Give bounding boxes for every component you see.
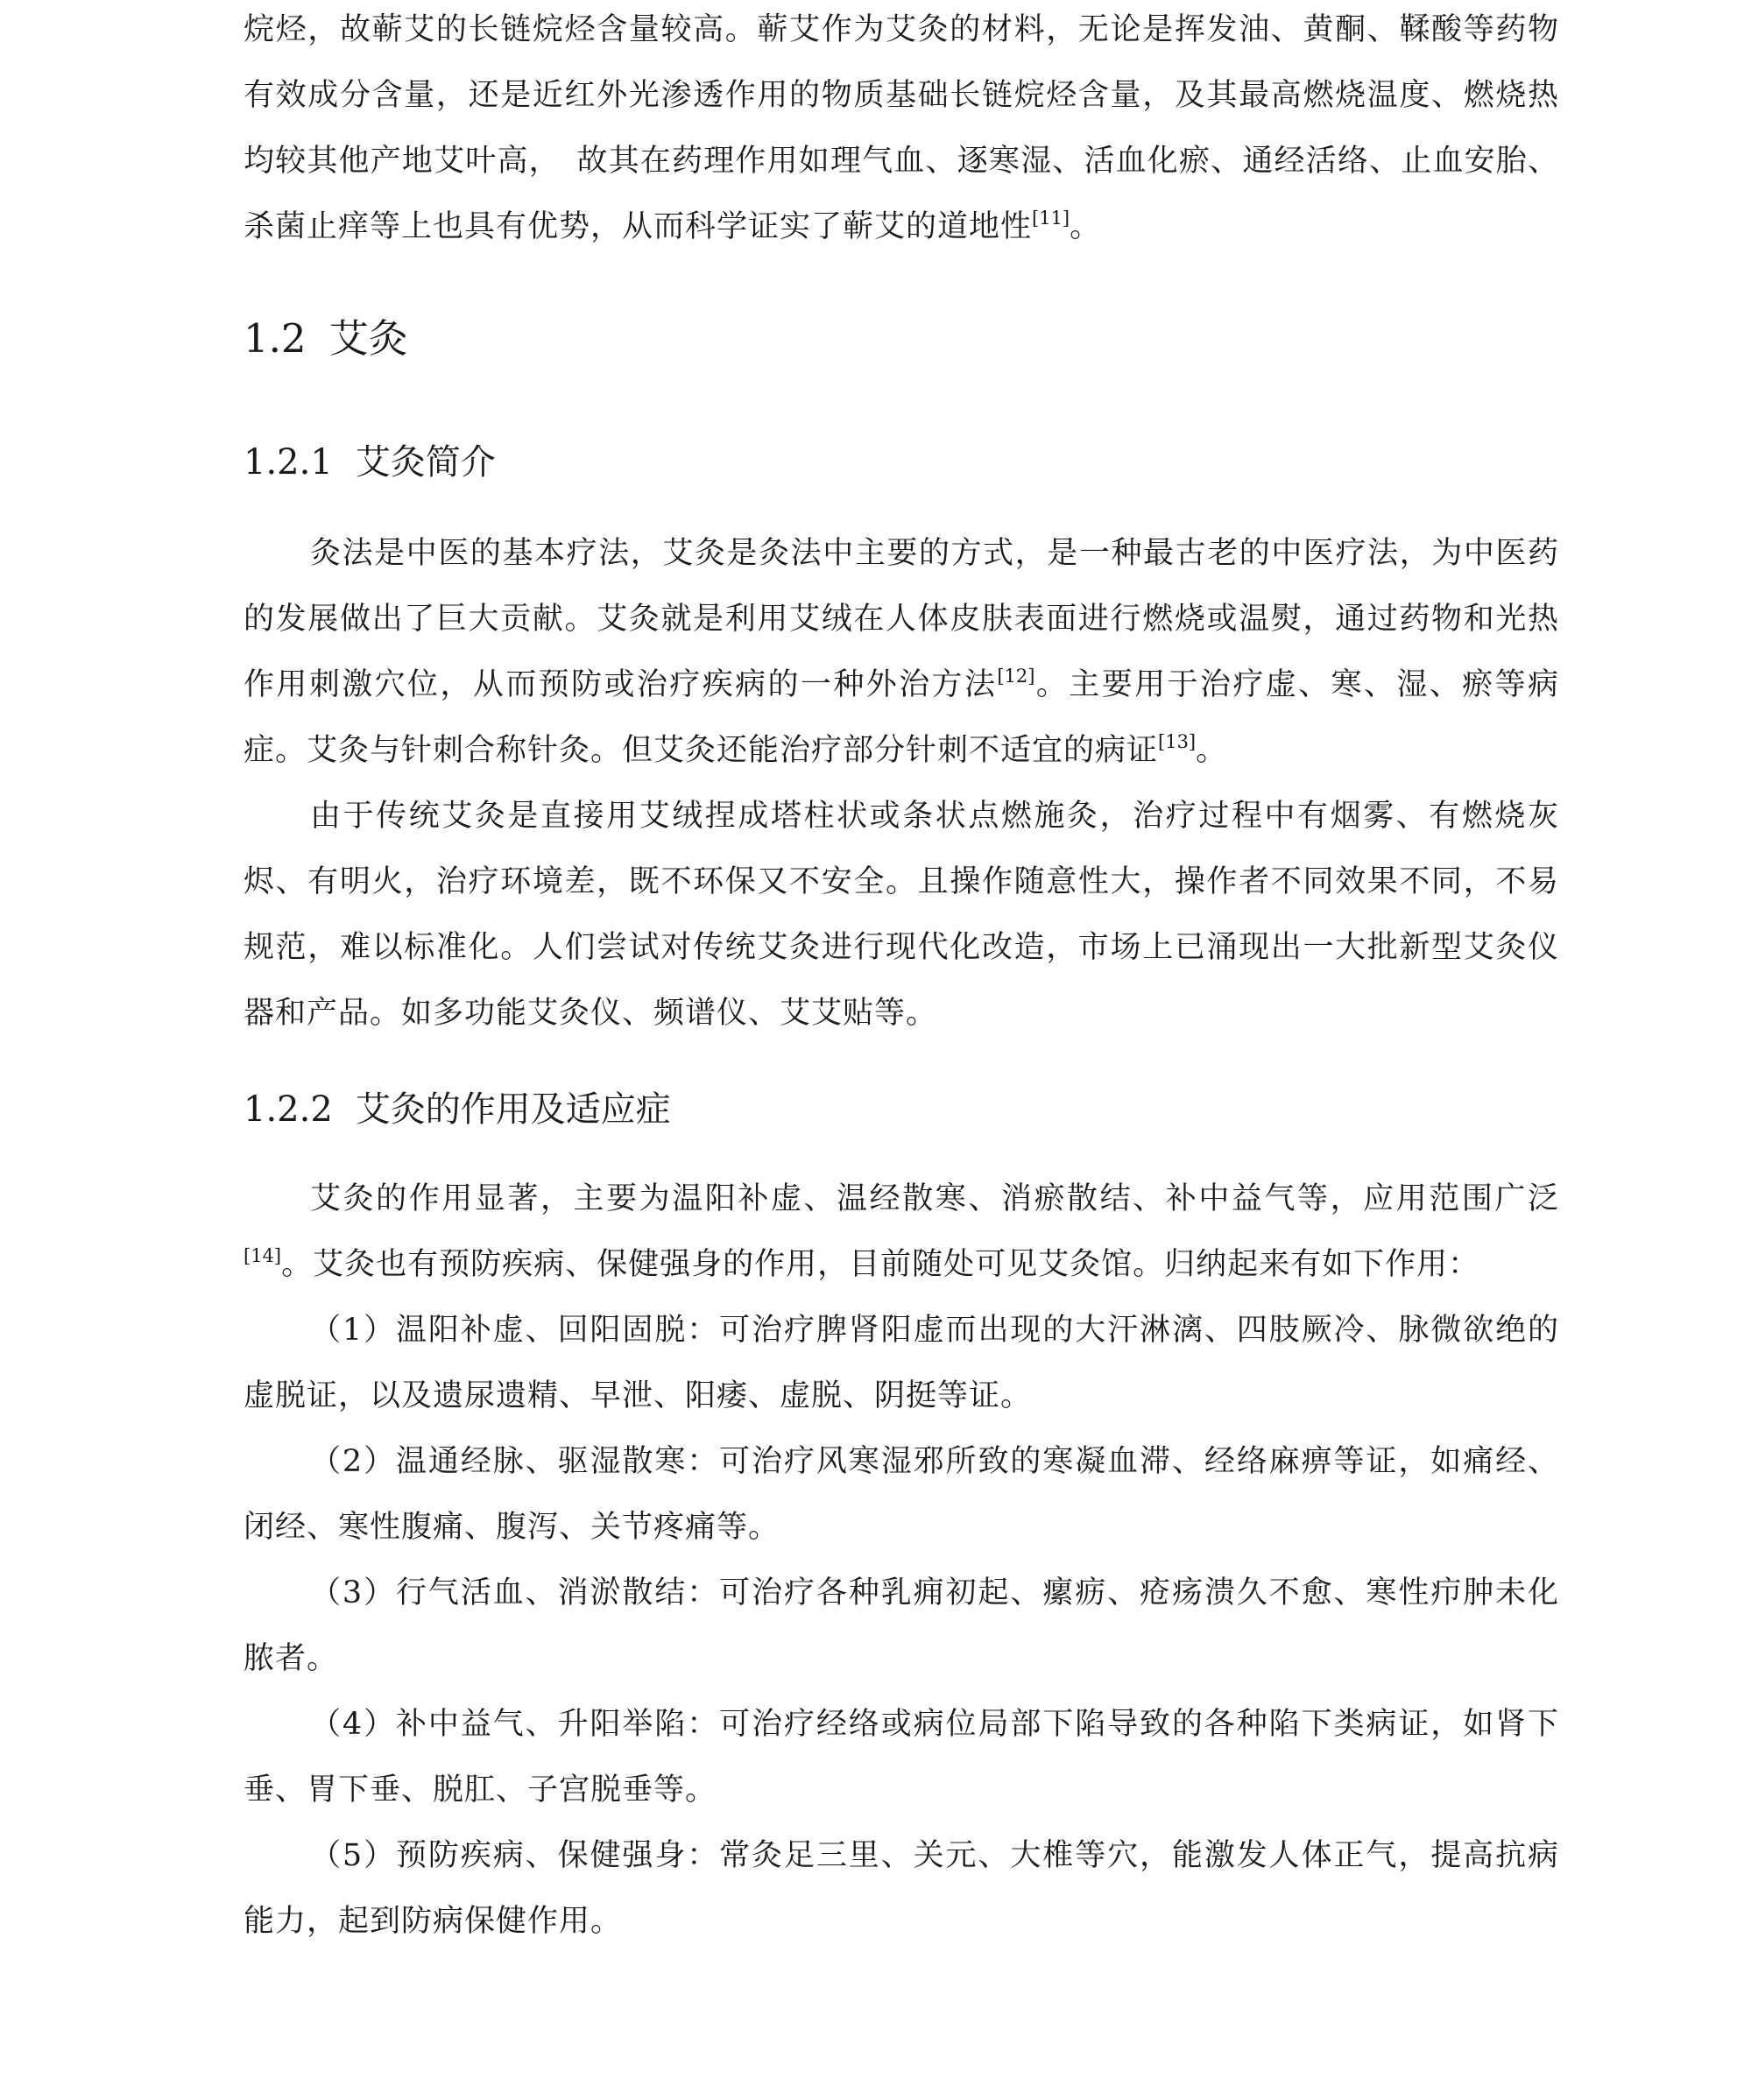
section-number: 1.2.2 — [244, 1089, 333, 1130]
section-number: 1.2 — [244, 315, 307, 362]
section-number: 1.2.1 — [244, 442, 333, 483]
section-1-2-2-body — [244, 1166, 1559, 1955]
paragraph: 艾灸的作用显著，主要为温阳补虚、温经散寒、消瘀散结、补中益气等，应用范围广泛[14]。艾灸也有预防疾病、保健强身的作用，目前随处可见艾灸馆。归纳起来有如下作用： — [244, 1181, 1559, 1282]
list-item: （5）预防疾病、保健强身：常灸足三里、关元、大椎等穴，能激发人体正气，提高抗病能力，起到防病保健作用。 — [244, 1838, 1559, 1939]
section-title: 艾灸的作用及适应症 — [355, 1089, 671, 1130]
list-item: （2）温通经脉、驱湿散寒：可治疗风寒湿邪所致的寒凝血滞、经络麻痹等证，如痛经、闭经、寒性腹痛、腹泻、关节疼痛等。 — [244, 1444, 1559, 1545]
section-heading-1-2-1 — [244, 438, 496, 487]
intro-paragraph — [244, 0, 1559, 260]
paragraph: 由于传统艾灸是直接用艾绒捏成塔柱状或条状点燃施灸，治疗过程中有烟雾、有燃烧灰烬、有明火，治疗环境差，既不环保又不安全。且操作随意性大，操作者不同效果不同，不易规范，难以标准化。人们尝试对传统艾灸进行现代化改造，市场上已涌现出一大批新型艾灸仪器和产品。如多功能艾灸仪、频谱仪、艾艾贴等。 — [244, 799, 1559, 1031]
section-heading-1-2-2 — [244, 1085, 671, 1134]
paragraph: 灸法是中医的基本疗法，艾灸是灸法中主要的方式，是一种最古老的中医疗法，为中医药的发展做出了巨大贡献。艾灸就是利用艾绒在人体皮肤表面进行燃烧或温熨，通过药物和光热作用刺激穴位，从而预防或治疗疾病的一种外治方法[12]。主要用于治疗虚、寒、湿、瘀等病症。艾灸与针刺合称针灸。但艾灸还能治疗部分针刺不适宜的病证[13]。 — [244, 536, 1559, 768]
section-title: 艾灸 — [328, 315, 408, 362]
list-item: （3）行气活血、消淤散结：可治疗各种乳痈初起、瘰疬、疮疡溃久不愈、寒性疖肿未化脓者。 — [244, 1575, 1559, 1676]
citation-11: [11] — [1032, 208, 1070, 229]
citation-12: [12] — [997, 666, 1035, 687]
citation-14: [14] — [244, 1245, 282, 1266]
list-item: （1）温阳补虚、回阳固脱：可治疗脾肾阳虚而出现的大汗淋漓、四肢厥冷、脉微欲绝的虚脱证，以及遗尿遗精、早泄、阳痿、虚脱、阴挺等证。 — [244, 1313, 1559, 1413]
section-heading-1-2 — [244, 313, 408, 365]
citation-13: [13] — [1158, 731, 1197, 752]
intro-end: 。 — [1070, 209, 1102, 244]
section-1-2-1-body — [244, 521, 1559, 1046]
section-title: 艾灸简介 — [355, 442, 496, 483]
list-item: （4）补中益气、升阳举陷：可治疗经络或病位局部下陷导致的各种陷下类病证，如肾下垂、胃下垂、脱肛、子宫脱垂等。 — [244, 1707, 1559, 1808]
intro-text: 烷烃，故蕲艾的长链烷烃含量较高。蕲艾作为艾灸的材料，无论是挥发油、黄酮、鞣酸等药物有效成分含量，还是近红外光渗透作用的物质基础长链烷烃含量，及其最高燃烧温度、燃烧热均较其他产地艾叶高， 故其在药理作用如理气血、逐寒湿、活血化瘀、通经活络、止血安胎、杀菌止痒等上也具有优势，从而科学证实了蕲艾的道地性 — [244, 12, 1559, 244]
